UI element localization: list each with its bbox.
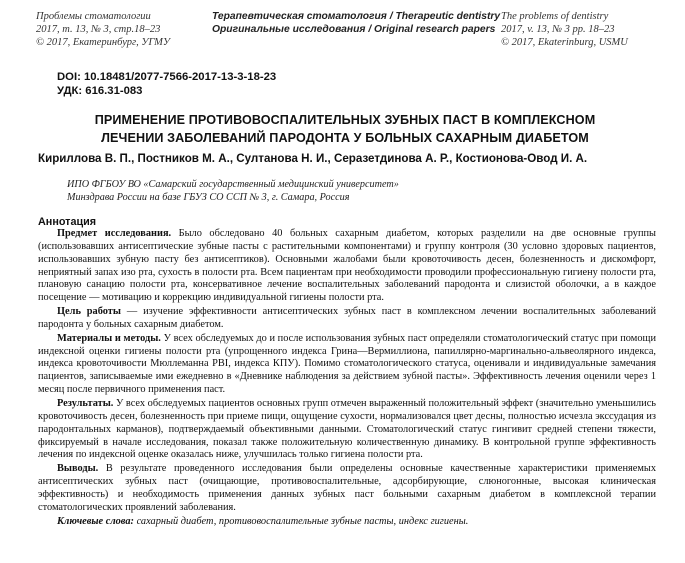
journal-copyright-en: © 2017, Ekaterinburg, USMU bbox=[501, 37, 628, 48]
conclusions-text: В результате проведенного исследования были определены основные качественные характеристики применяемых антисептических зубных паст (очищающие, противовоспалительные, адсорбирующие, слюногонные, высокая клиническая эффективность) и необходимость применения данных зубных паст больными сахарным диабетом в комплексной терапии стоматологических проявлений заболевания. bbox=[38, 463, 656, 513]
abstract-subject bbox=[38, 228, 656, 305]
affiliation bbox=[67, 178, 399, 204]
article-title bbox=[40, 111, 650, 147]
conclusions-label: Выводы. bbox=[57, 463, 99, 475]
goal-label: Цель работы bbox=[57, 306, 121, 318]
article-title-line: ЛЕЧЕНИИ ЗАБОЛЕВАНИЙ ПАРОДОНТА У БОЛЬНЫХ САХАРНЫМ ДИАБЕТОМ bbox=[101, 131, 589, 145]
section-header bbox=[212, 10, 500, 36]
abstract-keywords bbox=[38, 516, 656, 529]
authors: Кириллова В. П., Постников М. А., Султанова Н. И., Серазетдинова А. Р., Костионова-Овод И. А. bbox=[38, 152, 588, 165]
article-type: Оригинальные исследования / Original research papers bbox=[212, 24, 496, 35]
keywords-label: Ключевые слова: bbox=[57, 515, 134, 527]
abstract bbox=[38, 228, 656, 529]
goal-text: — изучение эффективности антисептических зубных паст в комплексном лечении воспалительных заболеваний пародонта у больных сахарным диабетом. bbox=[38, 306, 657, 330]
journal-header-en bbox=[501, 10, 628, 49]
journal-copyright-ru: © 2017, Екатеринбург, УГМУ bbox=[36, 37, 170, 48]
journal-issue-en: 2017, v. 13, № 3 pp. 18–23 bbox=[501, 24, 615, 35]
keywords-text: сахарный диабет, противовоспалительные зубные пасты, индекс гигиены. bbox=[133, 515, 469, 527]
results-label: Результаты. bbox=[57, 397, 114, 409]
abstract-conclusions bbox=[38, 463, 656, 514]
affiliation-line: ИПО ФГБОУ ВО «Самарский государственный медицинский университет» bbox=[67, 179, 399, 190]
abstract-heading: Аннотация bbox=[38, 216, 97, 228]
abstract-methods bbox=[38, 333, 656, 397]
affiliation-line: Минздрава России на базе ГБУЗ СО ССП № 3, г. Самара, Россия bbox=[67, 192, 350, 203]
journal-issue-ru: 2017, т. 13, № 3, стр.18–23 bbox=[36, 24, 161, 35]
udk: УДК: 616.31-083 bbox=[57, 85, 143, 97]
methods-label: Материалы и методы. bbox=[57, 332, 161, 344]
article-title-line: ПРИМЕНЕНИЕ ПРОТИВОВОСПАЛИТЕЛЬНЫХ ЗУБНЫХ ПАСТ В КОМПЛЕКСНОМ bbox=[94, 113, 596, 127]
section-name: Терапевтическая стоматология / Therapeutic dentistry bbox=[212, 11, 501, 22]
journal-name-en: The problems of dentistry bbox=[501, 11, 609, 22]
journal-name-ru: Проблемы стоматологии bbox=[36, 11, 151, 22]
identifiers bbox=[57, 70, 276, 98]
results-text: У всех обследуемых пациентов основных групп отмечен выраженный положительный эффект (значительно уменьшились кровоточивость десен, болезненность при приеме пищи, ощущение сухости, нормализовался цвет десны, полностью исчезла экссудация из пародонтальных карманов), подтверждаемый объективными данными. Стоматологический статус гингивит средней степени тяжести, фиксируемый в начале исследования, показал также положительную количественную динамику. В контрольной группе эффективность лечения по индексной оценке оказалась ниже, улучшилась только гигиена полости рта. bbox=[38, 397, 656, 461]
subject-text: Было обследовано 40 больных сахарным диабетом, которых разделили на две основные группы (использовавших антисептические зубные пасты с растительными компонентами) и группу контроля (30 условно здоровых пациентов, использовавших зубную пасту без антисептиков). Основными жалобами были кровоточивость десен, болезненность и дискомфорт, неприятный запах изо рта, сухость в полости рта. Всем пациентам при необходимости проводили профессиональную гигиену полости рта, плановую санацию полости рта, консервативное лечение воспалительных заболеваний пародонта и слизистой оболочки, а в каждое посещение — мотивацию и коррекцию индивидуальной гигиены полости рта. bbox=[38, 228, 656, 304]
abstract-results bbox=[38, 398, 656, 462]
methods-text: У всех обследуемых до и после использования зубных паст определяли стоматологический статус при помощи индексной оценки гигиены полости рта (упрощенного индекса Грина—Вермиллиона, папиллярно-маргинально-альвеолярного индекса, индекса кровоточивости Мюллеманна PBI, индекса КПУ). Помимо стоматологического статуса, оценивали и индивидуальные замечания пациентов, записываемые ими ежедневно в «Дневнике наблюдения за действием зубной пасты». Эффективность лечения оценили через 1 месяц после первичного применения паст. bbox=[38, 332, 656, 396]
doi[interactable]: DOI: 10.18481/2077-7566-2017-13-3-18-23 bbox=[57, 71, 277, 83]
journal-header-ru bbox=[36, 10, 170, 49]
subject-label: Предмет исследования. bbox=[57, 228, 172, 239]
abstract-goal bbox=[38, 306, 656, 332]
